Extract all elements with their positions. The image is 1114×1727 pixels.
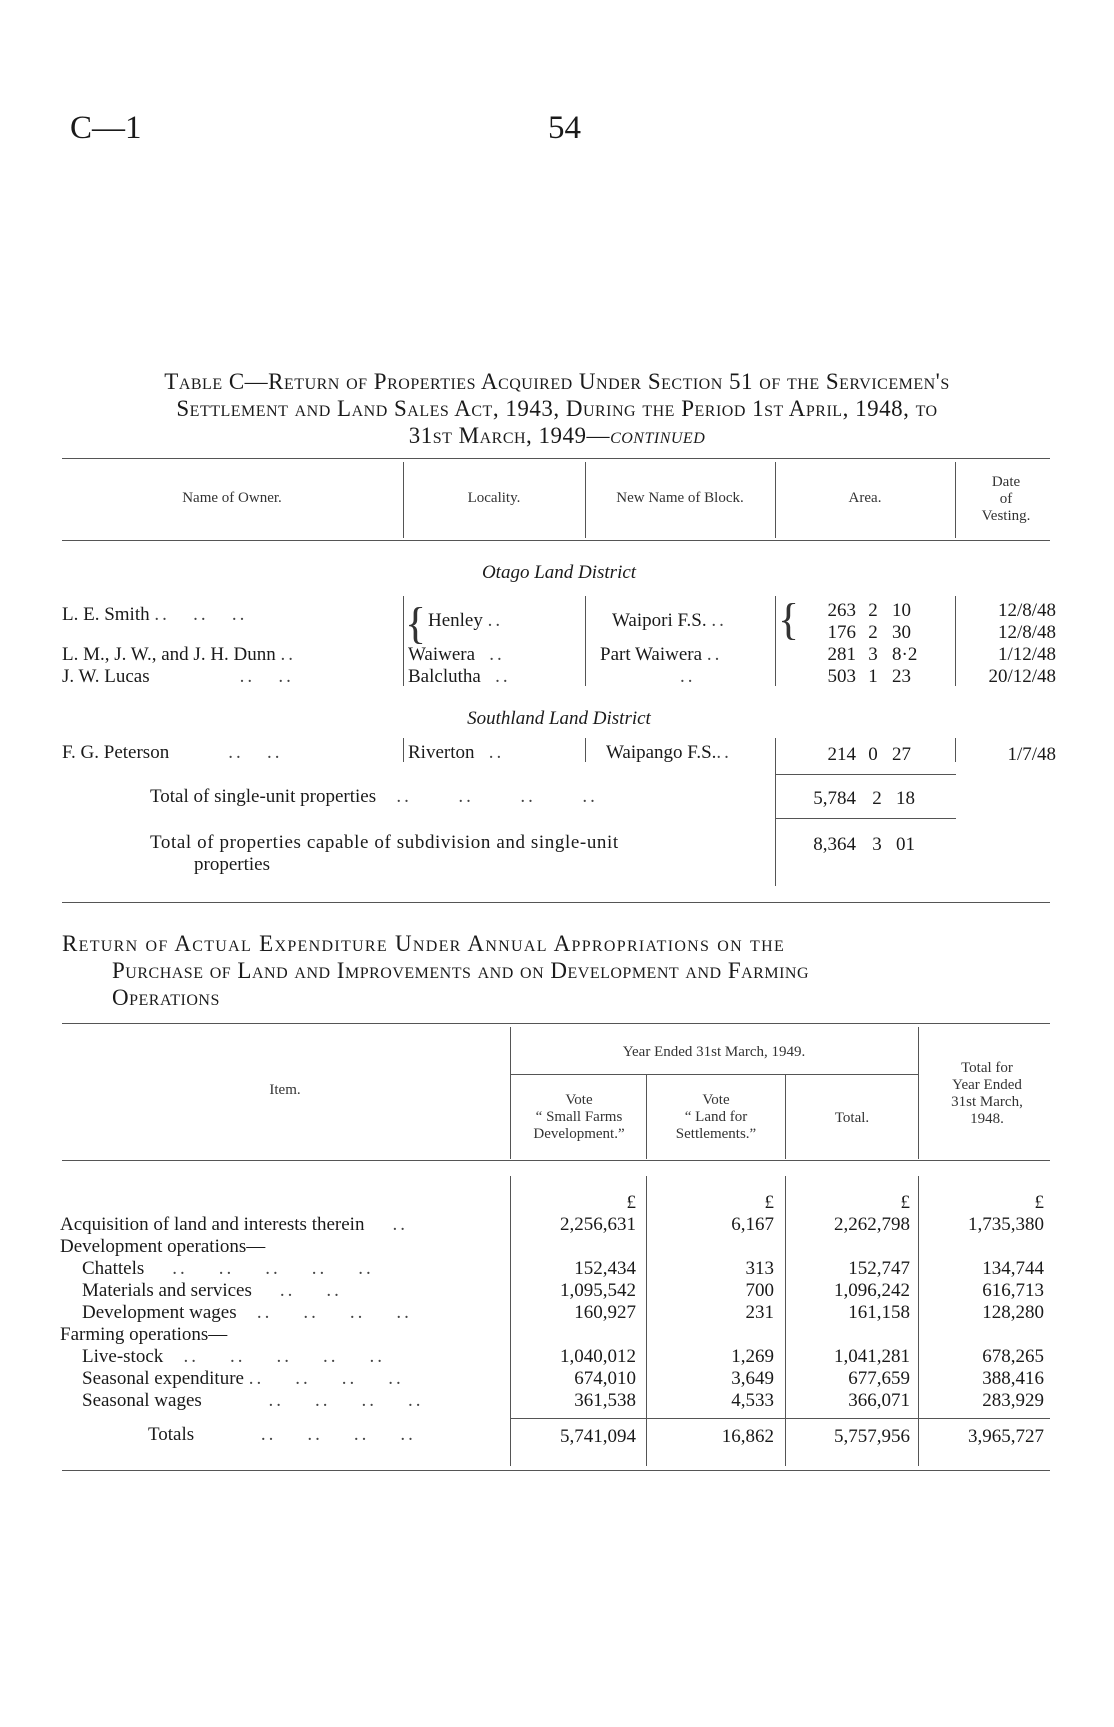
area-roods: 3 bbox=[868, 644, 878, 665]
leader-dots: .. .. bbox=[173, 742, 283, 763]
value-land: 313 bbox=[745, 1258, 774, 1279]
date-vesting: 1/12/48 bbox=[997, 644, 1056, 665]
value-total: 152,747 bbox=[848, 1258, 910, 1279]
expenditure-title bbox=[62, 930, 1052, 1011]
owner-name: J. W. Lucas bbox=[62, 666, 150, 687]
table-c-title-line-2: Settlement and Land Sales Act, 1943, During the Period 1st April, 1948, to bbox=[176, 396, 938, 421]
col-locality: Locality. bbox=[467, 490, 521, 506]
area-perches: 30 bbox=[892, 622, 911, 643]
item-label: Materials and services bbox=[82, 1280, 252, 1301]
owner-name: L. E. Smith bbox=[62, 604, 150, 625]
area-roods: 2 bbox=[868, 622, 878, 643]
table-c-title-continued: continued bbox=[610, 423, 706, 448]
date-vesting: 12/8/48 bbox=[997, 600, 1056, 621]
value-small: 152,434 bbox=[574, 1258, 636, 1279]
date-vesting: 20/12/48 bbox=[988, 666, 1056, 687]
col-vote-small: Vote “ Small Farms Development.” bbox=[533, 1092, 625, 1142]
table-row bbox=[62, 604, 392, 626]
table-row bbox=[60, 1324, 508, 1346]
area-perches: 10 bbox=[892, 600, 911, 621]
brace-left: { bbox=[405, 599, 427, 648]
value-land: 6,167 bbox=[731, 1214, 774, 1235]
value-prior: 678,265 bbox=[982, 1346, 1044, 1367]
total-all-perches: 01 bbox=[896, 834, 915, 855]
item-label: Acquisition of land and interests therein bbox=[60, 1214, 365, 1235]
value-small: 1,095,542 bbox=[560, 1280, 636, 1301]
total-single-unit bbox=[150, 786, 770, 808]
leader-dots: .. .. .. .. bbox=[241, 1302, 412, 1323]
total-small: 5,741,094 bbox=[560, 1426, 636, 1447]
expenditure-title-line-3: Operations bbox=[112, 985, 220, 1010]
leader-dots: .. .. .. bbox=[154, 604, 248, 625]
expenditure-title-line-1: Return of Actual Expenditure Under Annual Appropriations on the bbox=[62, 931, 786, 956]
item-label: Development wages bbox=[82, 1302, 237, 1323]
col-vote-land: Vote “ Land for Settlements.” bbox=[675, 1092, 757, 1142]
total-all-label-2: properties bbox=[194, 854, 270, 875]
total-prior: 3,965,727 bbox=[968, 1426, 1044, 1447]
leader-dots: .. .. .. .. .. bbox=[168, 1346, 386, 1367]
block-name: Part Waiwera .. bbox=[600, 644, 723, 665]
value-small: 2,256,631 bbox=[560, 1214, 636, 1235]
col-date bbox=[956, 474, 1056, 525]
value-land: 3,649 bbox=[731, 1368, 774, 1389]
district-heading-southland: Southland Land District bbox=[467, 708, 651, 729]
value-land: 1,269 bbox=[731, 1346, 774, 1367]
col-date-3: Vesting. bbox=[981, 508, 1031, 524]
item-label: Seasonal expenditure bbox=[82, 1368, 244, 1389]
block-name: .. bbox=[680, 666, 696, 687]
total-land: 16,862 bbox=[721, 1426, 774, 1447]
block-name: Waipori F.S. .. bbox=[612, 610, 727, 631]
table-c-title bbox=[60, 368, 1054, 449]
total-all-properties bbox=[150, 832, 770, 876]
page-number: 54 bbox=[548, 110, 581, 146]
value-land: 700 bbox=[745, 1280, 774, 1301]
total-total: 5,757,956 bbox=[834, 1426, 910, 1447]
item-label: Farming operations— bbox=[60, 1324, 228, 1345]
value-small: 160,927 bbox=[574, 1302, 636, 1323]
col-area: Area. bbox=[848, 490, 882, 506]
locality: Waiwera .. bbox=[408, 644, 505, 665]
currency-land: £ bbox=[764, 1192, 774, 1213]
table-row bbox=[62, 666, 402, 688]
area-acres: 176 bbox=[827, 622, 856, 643]
value-total: 2,262,798 bbox=[834, 1214, 910, 1235]
value-total: 677,659 bbox=[848, 1368, 910, 1389]
value-prior: 134,744 bbox=[982, 1258, 1044, 1279]
item-label: Development operations— bbox=[60, 1236, 266, 1257]
area-perches: 23 bbox=[892, 666, 911, 687]
value-small: 1,040,012 bbox=[560, 1346, 636, 1367]
value-small: 674,010 bbox=[574, 1368, 636, 1389]
value-total: 1,041,281 bbox=[834, 1346, 910, 1367]
item-label: Chattels bbox=[82, 1258, 145, 1279]
total-single-acres: 5,784 bbox=[813, 788, 856, 809]
col-item: Item. bbox=[269, 1082, 301, 1098]
table-row bbox=[82, 1390, 508, 1412]
area-perches: 8·2 bbox=[892, 644, 918, 665]
area-perches: 27 bbox=[892, 744, 911, 765]
table-row bbox=[82, 1280, 508, 1302]
totals-label: Totals bbox=[148, 1424, 195, 1445]
total-all-label: Total of properties capable of subdivision and single-unit bbox=[150, 832, 619, 853]
table-row bbox=[60, 1236, 508, 1258]
district-heading-otago: Otago Land District bbox=[481, 562, 637, 583]
value-total: 366,071 bbox=[848, 1390, 910, 1411]
col-date-1: Date bbox=[991, 474, 1021, 490]
leader-dots: .. .. .. .. bbox=[248, 1368, 404, 1389]
total-single-roods: 2 bbox=[872, 788, 882, 809]
table-c-title-line-3-text: 31st March, 1949— bbox=[408, 423, 611, 448]
value-prior: 1,735,380 bbox=[968, 1214, 1044, 1235]
owner-name: L. M., J. W., and J. H. Dunn bbox=[62, 644, 276, 665]
value-total: 1,096,242 bbox=[834, 1280, 910, 1301]
col-owner: Name of Owner. bbox=[182, 490, 282, 506]
area-roods: 0 bbox=[868, 744, 878, 765]
area-roods: 2 bbox=[868, 600, 878, 621]
col-total: Total. bbox=[834, 1110, 870, 1126]
expenditure-title-line-2: Purchase of Land and Improvements and on Development and Farming bbox=[112, 958, 810, 983]
totals-row bbox=[148, 1424, 508, 1446]
leader-dots: .. .. .. .. bbox=[198, 1424, 416, 1445]
currency-total: £ bbox=[900, 1192, 910, 1213]
leader-dots: .. .. .. .. bbox=[380, 786, 598, 807]
section-code: C—1 bbox=[70, 110, 142, 146]
value-prior: 388,416 bbox=[982, 1368, 1044, 1389]
col-date-2: of bbox=[999, 491, 1013, 507]
item-label: Live-stock bbox=[82, 1346, 164, 1367]
table-c-title-line-3 bbox=[60, 422, 1054, 449]
table-row bbox=[82, 1346, 508, 1368]
currency-small: £ bbox=[626, 1192, 636, 1213]
date-vesting: 12/8/48 bbox=[997, 622, 1056, 643]
value-prior: 616,713 bbox=[982, 1280, 1044, 1301]
value-small: 361,538 bbox=[574, 1390, 636, 1411]
total-all-acres: 8,364 bbox=[813, 834, 856, 855]
value-land: 4,533 bbox=[731, 1390, 774, 1411]
leader-dots: .. .. bbox=[154, 666, 294, 687]
area-acres: 214 bbox=[827, 744, 856, 765]
col-block: New Name of Block. bbox=[616, 490, 744, 506]
table-row bbox=[60, 1214, 508, 1236]
area-acres: 281 bbox=[827, 644, 856, 665]
value-total: 161,158 bbox=[848, 1302, 910, 1323]
area-acres: 503 bbox=[827, 666, 856, 687]
leader-dots: .. .. .. .. .. bbox=[149, 1258, 374, 1279]
leader-dots: .. bbox=[369, 1214, 408, 1235]
table-row bbox=[62, 742, 402, 764]
locality: Henley .. bbox=[428, 610, 504, 631]
brace-area: { bbox=[778, 595, 800, 644]
table-row bbox=[62, 644, 402, 666]
block-name: Waipango F.S... bbox=[606, 742, 732, 763]
value-prior: 128,280 bbox=[982, 1302, 1044, 1323]
leader-dots: .. .. bbox=[256, 1280, 342, 1301]
currency-prior: £ bbox=[1034, 1192, 1044, 1213]
value-land: 231 bbox=[745, 1302, 774, 1323]
col-prior-year: Total for Year Ended 31st March, 1948. bbox=[951, 1060, 1023, 1127]
leader-dots: .. bbox=[280, 644, 297, 665]
table-row bbox=[82, 1368, 508, 1390]
value-prior: 283,929 bbox=[982, 1390, 1044, 1411]
total-single-perches: 18 bbox=[896, 788, 915, 809]
owner-name: F. G. Peterson bbox=[62, 742, 170, 763]
total-all-roods: 3 bbox=[872, 834, 882, 855]
table-row bbox=[82, 1302, 508, 1324]
leader-dots: .. .. .. .. bbox=[206, 1390, 424, 1411]
table-c-title-line-1: Table C—Return of Properties Acquired Under Section 51 of the Servicemen's bbox=[164, 369, 950, 394]
table-row bbox=[82, 1258, 508, 1280]
item-label: Seasonal wages bbox=[82, 1390, 202, 1411]
col-year-group: Year Ended 31st March, 1949. bbox=[622, 1044, 806, 1060]
area-roods: 1 bbox=[868, 666, 878, 687]
total-single-unit-label: Total of single-unit properties bbox=[150, 786, 377, 807]
area-acres: 263 bbox=[827, 600, 856, 621]
locality: Riverton .. bbox=[408, 742, 505, 763]
locality: Balclutha .. bbox=[408, 666, 511, 687]
date-vesting: 1/7/48 bbox=[1007, 744, 1056, 765]
